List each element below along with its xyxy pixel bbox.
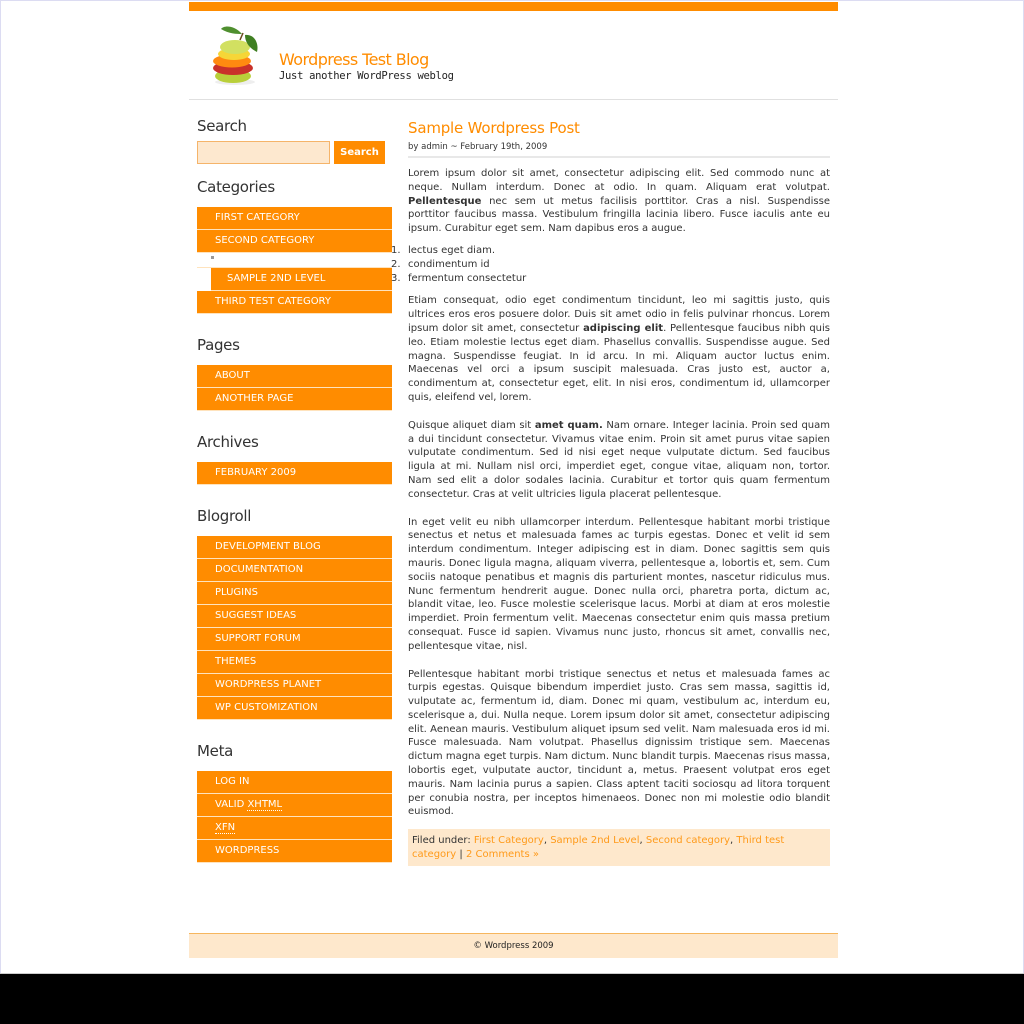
tag-second-category[interactable]: Second category [645,835,731,847]
site-footer: © Wordpress 2009 [189,933,838,958]
blogroll-themes[interactable]: THEMES [197,651,392,674]
archives-list [197,462,392,485]
meta-log-in[interactable]: LOG IN [197,771,392,794]
sidebar [197,117,392,863]
search-widget-title: Search [197,117,247,135]
bold-text: amet quam. [534,419,603,431]
list-item [391,244,830,258]
separator: , [639,835,646,847]
text: Quisque aliquet diam sit [408,419,535,431]
blogroll-plugins[interactable]: PLUGINS [197,582,392,605]
text: . Pellentesque faucibus nibh quis leo. Etiam molestie lectus eget diam. Phasellus convallis. Suspendisse augue. Sed magna. Suspendisse feugiat. In id arcu. In mi. Aliquam auctor luctus enim. Maecenas vel orci a ipsum suscipit malesuada. Cras justo est, auctor a, condimentum at, consectetur eget, elit. In nisi eros, condimentum id, ullamcorper quis, eleifend vel, lorem. [408,322,830,403]
xfn-abbr: XFN [215,822,236,833]
list-text: fermentum consectetur [408,272,527,284]
filed-under-label: Filed under: [412,835,474,847]
main-content [391,119,830,866]
list-text: condimentum id [408,258,490,270]
blogroll-wordpress-planet[interactable]: WORDPRESS PLANET [197,674,392,697]
archive-february-2009[interactable]: FEBRUARY 2009 [197,462,392,485]
category-third[interactable]: THIRD TEST CATEGORY [197,291,392,314]
meta-xfn[interactable] [197,817,392,840]
text: nec sem ut metus facilisis porttitor. Cras a nisl. Suspendisse porttitor faucibus massa. Vestibulum fringilla lacinia libero. Fusce iaculis ante eu ipsum. Curabitur eget sem. Nam dapibus eros a augue. [408,195,830,235]
bold-text: Pellentesque [408,195,482,207]
blogroll-list [197,536,392,720]
pages-widget-title: Pages [197,336,240,354]
post-ordered-list [391,244,830,285]
categories-list [197,207,392,314]
bold-text: adipiscing elit [583,322,664,334]
search-form [197,141,392,164]
blogroll-support-forum[interactable]: SUPPORT FORUM [197,628,392,651]
archives-widget-title: Archives [197,433,259,451]
list-item [391,272,830,286]
site-title[interactable]: Wordpress Test Blog [279,50,429,69]
comments-link[interactable]: 2 Comments » [465,849,539,861]
subcategory-list [197,253,392,268]
post-footer [408,829,830,866]
text: Lorem ipsum dolor sit amet, consectetur adipiscing elit. Sed commodo nunc at neque. Nullam interdum. Donec at odio. In quam. Aliquam erat volutpat. [408,168,830,193]
meta-widget-title: Meta [197,742,234,760]
post-body [391,167,830,819]
page-about[interactable]: ABOUT [197,365,392,388]
site-header [189,11,838,100]
category-second[interactable]: SECOND CATEGORY [197,230,392,253]
blogroll-widget-title: Blogroll [197,507,252,525]
site-description: Just another WordPress weblog [279,70,454,82]
top-accent-bar [189,2,838,11]
pipe-separator: | [456,849,466,861]
list-item [391,258,830,272]
tag-first-category[interactable]: First Category [473,835,544,847]
search-input[interactable] [197,141,330,164]
post-paragraph-1 [408,167,830,236]
post-paragraph-3 [408,419,830,502]
category-first[interactable]: FIRST CATEGORY [197,207,392,230]
blogroll-documentation[interactable]: DOCUMENTATION [197,559,392,582]
black-bottom-bar [0,973,1024,1024]
category-sample-2nd-level[interactable]: SAMPLE 2ND LEVEL [211,268,392,291]
post-paragraph-5: Pellentesque habitant morbi tristique senectus et netus et malesuada fames ac turpis egestas. Quisque bibendum imperdiet justo. Cras sem massa, sagittis id, vulputate ac, fermentum id, diam. Donec mi quam, vestibulum ac, interdum eu, scelerisque a, dui. Nulla neque. Lorem ipsum dolor sit amet, consectetur adipiscing elit. Aenean mauris. Vestibulum aliquet ipsum sed velit. Nam malesuada eros id mi. Fusce malesuada. Nam volutpat. Phasellus dignissim tristique sem. Maecenas dictum magna eget turpis. Nam dictum. Nunc blandit turpis. Maecenas risus massa, lobortis eget, vulputate auctor, tincidunt a, metus. Praesent volutpat eros eget mauris. Nam lacinia purus a sapien. Class aptent taciti sociosqu ad litora torquent per conubia nostra, per inceptos himenaeos. Donec non mi molestie odio blandit euismod. [408,668,830,818]
meta-wordpress[interactable]: WORDPRESS [197,840,392,863]
page-wrapper [189,1,838,951]
list-number: 3. [391,272,401,284]
bullet-icon [211,256,214,259]
categories-widget-title: Categories [197,178,275,196]
text: Etiam consequat, odio eget condimentum tincidunt, leo mi sagittis justo, quis ultrices eros eros posuere dolor. Duis sit amet odio in felis pulvinar rhoncus. Lorem ipsum dolor sit amet, consectetur [408,295,830,334]
search-button[interactable]: Search [334,141,385,164]
separator: , [730,835,737,847]
blogroll-development-blog[interactable]: DEVELOPMENT BLOG [197,536,392,559]
xhtml-abbr: XHTML [247,799,283,810]
tag-third-test-category[interactable]: Third test category [412,835,785,861]
fruit-slices-logo-icon[interactable] [209,22,265,86]
post-paragraph-4: In eget velit eu nibh ullamcorper interdum. Pellentesque habitant morbi tristique senectus et netus et malesuada fames ac turpis egestas. Donec et velit id sem interdum condimentum. Integer adipiscing est in diam. Donec sagittis sem quis mauris. Donec ligula magna, aliquam viverra, pellentesque a, lobortis et, sem. Cum sociis natoque penatibus et magnis dis parturient montes, nascetur ridiculus mus. Nunc fermentum hendrerit augue. Donec nulla orci, pharetra porta, dictum ac, blandit vitae, leo. Fusce molestie scelerisque lacus. Morbi at diam at eros molestie imperdiet. Proin fermentum velit. Maecenas consectetur enim quis massa pretium consequat. Fusce id sapien. Vivamus nunc justo, rhoncus sit amet, convallis nec, pellentesque vitae, nisl. [408,516,830,652]
meta-valid-prefix: VALID [215,799,248,810]
tag-sample-2nd-level[interactable]: Sample 2nd Level [550,835,640,847]
blogroll-wp-customization[interactable]: WP CUSTOMIZATION [197,697,392,720]
post-paragraph-2 [408,294,830,404]
meta-list [197,771,392,863]
blogroll-suggest-ideas[interactable]: SUGGEST IDEAS [197,605,392,628]
post-meta: by admin ~ February 19th, 2009 [408,142,830,158]
pages-list [197,365,392,411]
page-another[interactable]: ANOTHER PAGE [197,388,392,411]
list-number: 2. [391,258,401,270]
post-title[interactable]: Sample Wordpress Post [408,119,580,137]
list-number: 1. [391,244,401,256]
text: Nam ornare. Integer lacinia. Proin sed quam a dui tincidunt consectetur. Vivamus vitae enim. Proin sit amet purus vitae sapien vulputate condimentum. Sed id nisi eget neque vulputate dictum. Sed faucibus ligula at mi. Nullam nisl orci, imperdiet eget, congue vitae, aliquam non, tortor. Nam sed elit a dolor sodales lacinia. Curabitur et tortor quis quam fermentum consectetur. Cras at velit ultricies ligula placerat pellentesque. [408,419,830,500]
meta-valid-xhtml[interactable] [197,794,392,817]
separator: , [543,835,551,847]
list-text: lectus eget diam. [408,244,496,256]
